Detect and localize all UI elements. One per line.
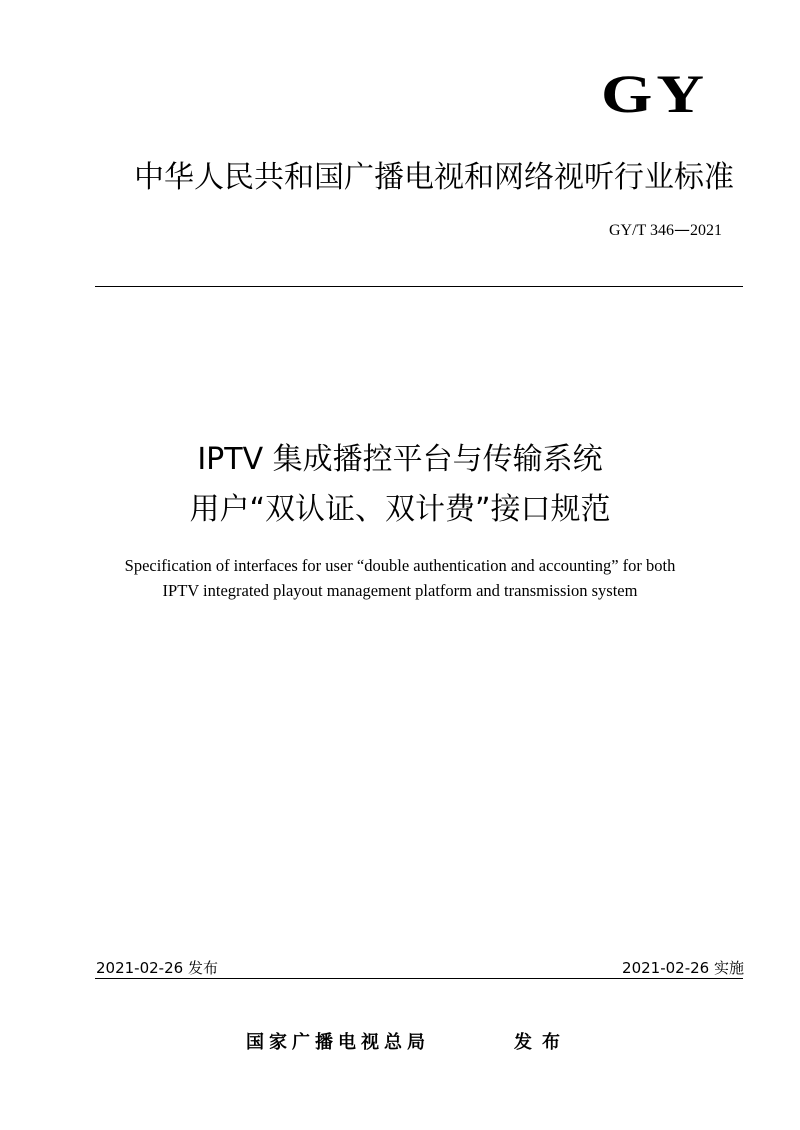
release-date: 2021-02-26 发布 [96,959,218,977]
top-divider [95,286,743,287]
standard-number-dash: — [674,220,690,239]
issuing-authority: 国家广播电视总局 [246,1032,430,1053]
standard-number [400,220,722,241]
bottom-divider [95,978,743,979]
gy-logo: GY [601,64,708,125]
english-title-line-1: Specification of interfaces for user “double authentication and accounting” for both [124,556,676,575]
organization-title: 中华人民共和国广播电视和网络视听行业标准 [134,160,734,195]
standard-number-year: 2021 [690,222,722,239]
document-title-line-2: 用户“双认证、双计费”接口规范 [189,492,611,527]
document-title-line-1: IPTV 集成播控平台与传输系统 [197,442,603,477]
english-title-line-2: IPTV integrated playout management platform and transmission system [162,581,638,600]
implementation-date: 2021-02-26 实施 [622,959,744,977]
issue-label: 发布 [514,1032,570,1053]
standard-number-prefix: GY/T 346 [608,222,674,239]
